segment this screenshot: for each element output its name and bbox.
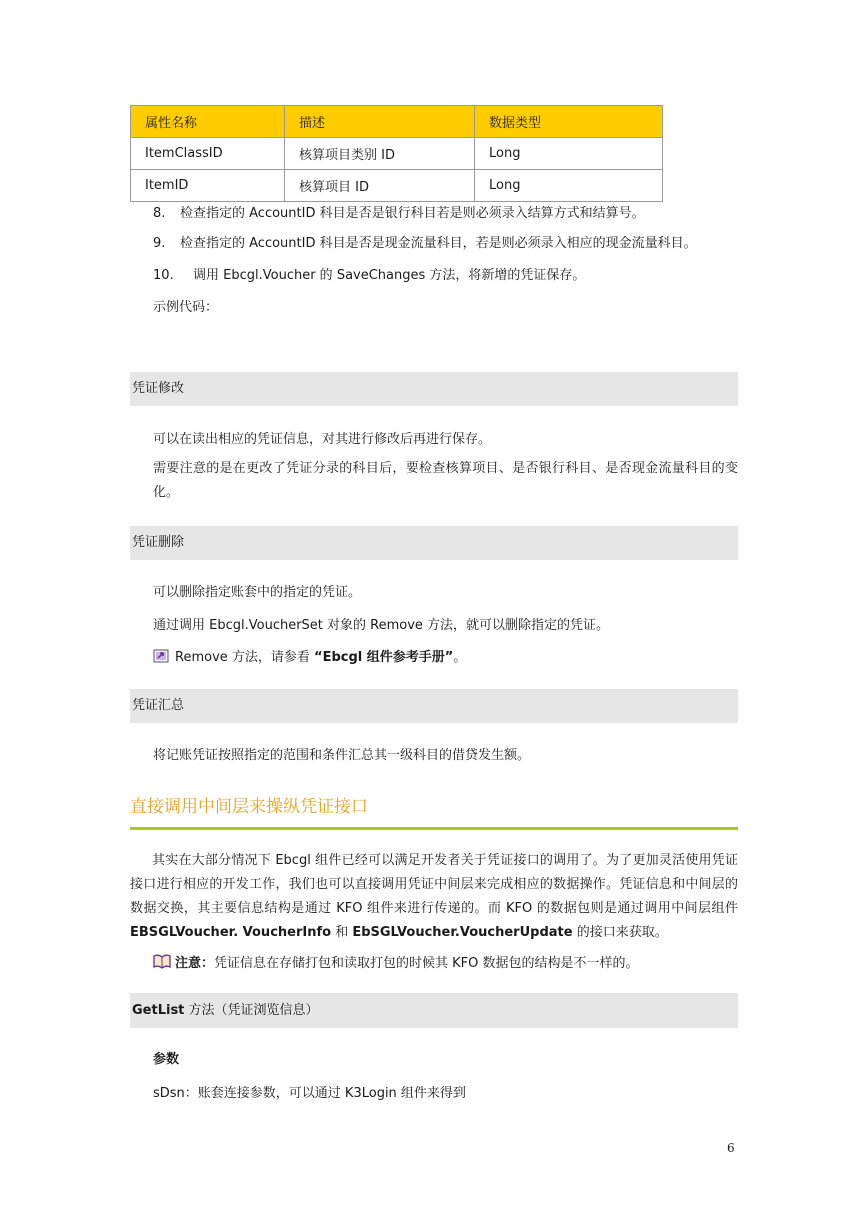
table-header-cell: 数据类型 [475, 106, 663, 138]
step-number: 9. [153, 236, 166, 251]
getlist-method-name: GetList [132, 1003, 185, 1018]
attribute-table [130, 105, 663, 202]
table-cell: ItemID [131, 170, 285, 202]
table-cell: ItemClassID [131, 138, 285, 170]
reference-line [153, 648, 466, 668]
params-label: 参数 [153, 1052, 180, 1067]
summary-paragraph: 将记账凭证按照指定的范围和条件汇总其一级科目的借贷发生额。 [153, 748, 531, 763]
modify-paragraph: 需要注意的是在更改了凭证分录的科目后，要检查核算项目、是否银行科目、是否现金流量科目的变化。 [153, 461, 738, 500]
reference-suffix: 。 [453, 650, 467, 665]
table-cell: Long [475, 170, 663, 202]
step-number: 8. [153, 206, 166, 221]
page-number: 6 [727, 1141, 735, 1155]
step-text: 调用 Ebcgl.Voucher 的 SaveChanges 方法，将新增的凭证保存。 [193, 268, 586, 283]
step-item [153, 204, 645, 224]
delete-paragraph: 可以删除指定账套中的指定的凭证。 [153, 585, 362, 600]
table-cell: 核算项目类别 ID [285, 138, 475, 170]
book-arrow-icon [153, 649, 169, 663]
delete-paragraph: 通过调用 Ebcgl.VoucherSet 对象的 Remove 方法，就可以删除指定的凭证。 [153, 618, 610, 633]
section-title-modify: 凭证修改 [130, 372, 738, 406]
step-item [153, 234, 697, 254]
param-description: sDsn：账套连接参数，可以通过 K3Login 组件来得到 [153, 1086, 466, 1101]
table-header-cell: 描述 [285, 106, 475, 138]
table-row [131, 170, 663, 202]
modify-paragraph: 可以在读出相应的凭证信息，对其进行修改后再进行保存。 [153, 432, 492, 447]
open-book-icon [153, 954, 169, 968]
section-title-delete: 凭证删除 [130, 526, 738, 560]
reference-manual-title: “Ebcgl 组件参考手册” [314, 650, 454, 665]
note-text: 凭证信息在存储打包和读取打包的时候其 KFO 数据包的结构是不一样的。 [214, 956, 639, 971]
table-cell: Long [475, 138, 663, 170]
step-text: 检查指定的 AccountID 科目是否是现金流量科目，若是则必须录入相应的现金流量科目。 [180, 236, 697, 251]
table-header-row [131, 106, 663, 138]
intro-paragraph [130, 849, 738, 945]
section-heading: 直接调用中间层来操纵凭证接口 [130, 797, 368, 817]
step-text: 检查指定的 AccountID 科目是否是银行科目若是则必须录入结算方式和结算号。 [180, 206, 645, 221]
note-line [153, 954, 639, 974]
section-title-summary: 凭证汇总 [130, 689, 738, 723]
table-row [131, 138, 663, 170]
table-header-cell: 属性名称 [131, 106, 285, 138]
intro-component-2: EbSGLVoucher.VoucherUpdate [352, 925, 573, 940]
step-item [153, 266, 585, 286]
sample-code-label: 示例代码： [153, 300, 219, 315]
intro-component-1: EBSGLVoucher. VoucherInfo [130, 925, 332, 940]
table-cell: 核算项目 ID [285, 170, 475, 202]
heading-divider [130, 827, 738, 830]
intro-tail: 的接口来获取。 [572, 925, 668, 940]
reference-text: Remove 方法，请参看 [175, 650, 310, 665]
getlist-title-rest: 方法（凭证浏览信息） [184, 1003, 319, 1018]
intro-text: 其实在大部分情况下 Ebcgl 组件已经可以满足开发者关于凭证接口的调用了。为了更加灵活使用凭证接口进行相应的开发工作，我们也可以直接调用凭证中间层来完成相应的数据操作。凭证信息和中间层的数据交换，其主要信息结构是通过 KFO 组件来进行传递的。而 KFO 的数据包则是通过调用中间层组件 [130, 853, 738, 916]
note-label: 注意： [175, 956, 215, 971]
step-number: 10. [153, 268, 174, 283]
intro-connector: 和 [331, 925, 353, 940]
section-title-getlist [130, 993, 738, 1028]
